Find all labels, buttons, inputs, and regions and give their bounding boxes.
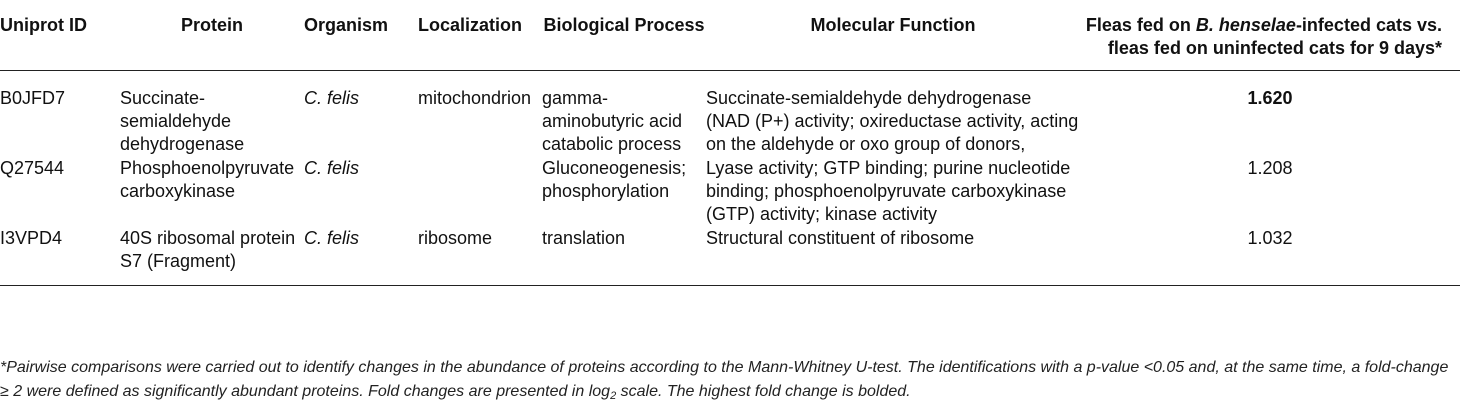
cell-fold-change: 1.032 [1247, 228, 1293, 248]
header-organism: Organism [304, 15, 389, 35]
cell-localization: mitochondrion [418, 88, 532, 108]
cell-fold-change: 1.620 [1247, 88, 1293, 108]
footnote-text: *Pairwise comparisons were carried out to identify changes in the abundance of proteins according to the Mann-Whitney U-test. The identifications with a p-value <0.05 and, at the same time, a fold-change ≥ 2 were defined as significantly abundant proteins. Fold changes are presented in log [0, 359, 1449, 400]
header-fold-pre: Fleas fed on [1085, 15, 1196, 35]
cell-organism: C. felis [304, 88, 360, 108]
header-fold-change [1080, 4, 1460, 71]
protein-table [0, 4, 1460, 286]
cell-biological-process: Gluconeogenesis; phosphorylation [542, 158, 687, 201]
cell-biological-process: translation [542, 228, 626, 248]
cell-protein: Succinate-semialdehyde dehydrogenase [120, 88, 245, 154]
table-row [0, 227, 1460, 286]
cell-uniprot: B0JFD7 [0, 88, 66, 108]
footnote-text-end: scale. The highest fold change is bolded. [616, 383, 911, 400]
header-biological-process: Biological Process [543, 15, 705, 35]
cell-molecular-function: Structural constituent of ribosome [706, 228, 975, 248]
table-row [0, 157, 1460, 227]
cell-biological-process: gamma-aminobutyric acid catabolic process [542, 88, 683, 154]
cell-localization: ribosome [418, 228, 493, 248]
header-uniprot-id: Uniprot ID [0, 15, 87, 35]
cell-organism: C. felis [304, 158, 360, 178]
table-header-row [0, 4, 1460, 71]
cell-localization [418, 157, 542, 227]
header-fold-organism: B. henselae [1195, 15, 1296, 35]
cell-molecular-function: Lyase activity; GTP binding; purine nucleotide binding; phosphoenolpyruvate carboxykinase (GTP) activity; kinase activity [706, 158, 1071, 224]
cell-uniprot: Q27544 [0, 158, 65, 178]
header-protein: Protein [180, 15, 243, 35]
header-fold-post: -infected cats vs. fleas fed on uninfected cats for 9 days* [1107, 15, 1442, 58]
cell-organism: C. felis [304, 228, 360, 248]
table-row [0, 71, 1460, 158]
header-molecular-function: Molecular Function [810, 15, 976, 35]
cell-uniprot: I3VPD4 [0, 228, 63, 248]
cell-molecular-function: Succinate-semialdehyde dehydrogenase (NAD (P+) activity; oxireductase activity, acting on the aldehyde or oxo group of donors, [706, 88, 1079, 154]
cell-protein: 40S ribosomal protein S7 (Fragment) [120, 228, 296, 271]
cell-fold-change: 1.208 [1247, 158, 1293, 178]
header-localization: Localization [418, 15, 523, 35]
cell-protein: Phosphoenolpyruvate carboxykinase [120, 158, 295, 201]
footnote-subscript: 2 [610, 390, 617, 402]
table-footnote [0, 356, 1460, 404]
